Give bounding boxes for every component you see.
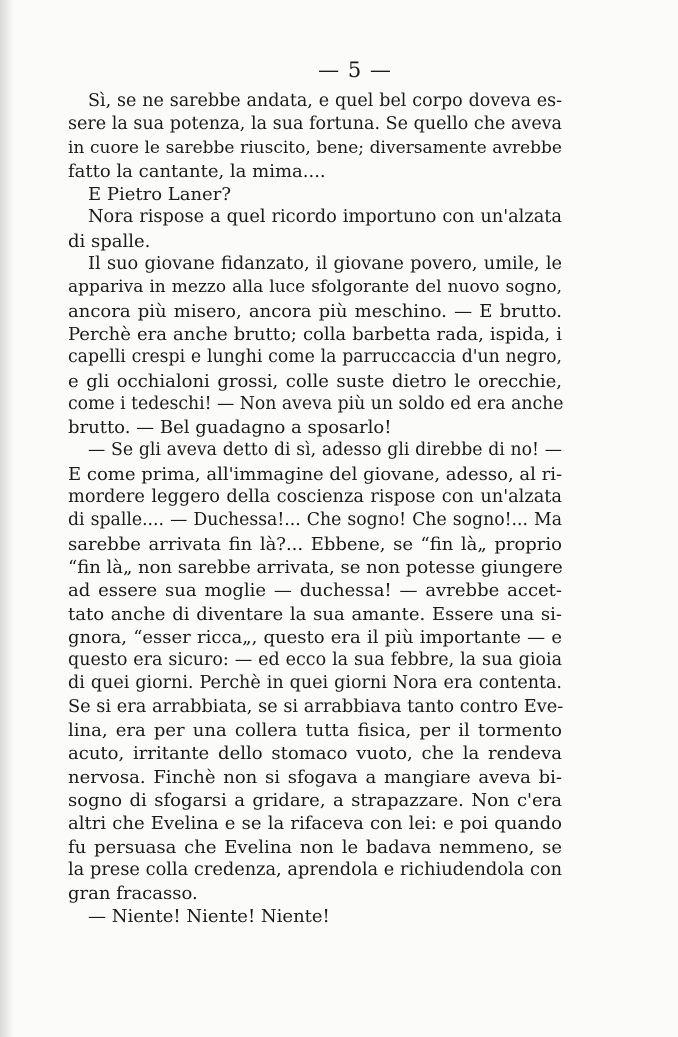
text-line: fu persuasa che Evelina non le badava nemmeno, se xyxy=(68,836,562,858)
text-line: ancora più misero, ancora più meschino. — E brutto. xyxy=(68,300,562,322)
text-line: Sì, se ne sarebbe andata, e quel bel corpo doveva es- xyxy=(88,91,562,111)
text-line: di spalle. xyxy=(68,230,151,252)
text-line: capelli crespi e lunghi come la parruccaccia d'un negro, xyxy=(68,347,562,368)
text-line: come i tedeschi! — Non aveva più un soldo ed era anche xyxy=(68,393,564,414)
text-line: gnora, “esser ricca„, questo era il più importante — e xyxy=(68,626,562,648)
text-line: sarebbe arrivata fin là?... Ebbene, se “fin là„ proprio xyxy=(68,533,562,555)
text-line: questo era sicuro: — ed ecco la sua febbre, la sua gioia xyxy=(68,650,562,671)
text-line: nervosa. Finchè non si sfogava a mangiare aveva bi- xyxy=(68,766,562,788)
text-line: Se si era arrabbiata, se si arrabbiava tanto contro Eve- xyxy=(68,696,564,717)
text-line: fatto la cantante, la mima.... xyxy=(68,160,326,182)
text-line: appariva in mezzo alla luce sfolgorante del nuovo sogno, xyxy=(68,277,562,298)
text-line: tato anche di diventare la sua amante. Essere una si- xyxy=(68,603,562,625)
text-line: sogno di sfogarsi a gridare, a strapazzare. Non c'era xyxy=(68,789,562,811)
text-line: Il suo giovane fidanzato, il giovane povero, umile, le xyxy=(88,254,562,275)
text-line: di spalle.... — Duchessa!... Che sogno! Che sogno!... Ma xyxy=(68,510,562,531)
text-line: acuto, irritante dello stomaco vuoto, che la rendeva xyxy=(68,743,562,765)
text-line: ad essere sua moglie — duchessa! — avrebbe accet- xyxy=(68,580,562,602)
text-line: gran fracasso. xyxy=(68,883,198,905)
text-line: di quei giorni. Perchè in quei giorni Nora era contenta. xyxy=(68,673,562,694)
text-line: in cuore le sarebbe riuscito, bene; diversamente avrebbe xyxy=(68,137,562,158)
body-text xyxy=(68,90,562,929)
text-line: mordere leggero della coscienza rispose con un'alzata xyxy=(68,487,562,508)
text-line: altri che Evelina e se la rifaceva con lei: e poi quando xyxy=(68,813,562,835)
text-line: la prese colla credenza, aprendola e richiudendola con xyxy=(68,859,562,880)
text-line: E come prima, all'immagine del giovane, adesso, al ri- xyxy=(68,463,563,485)
text-line: sere la sua potenza, la sua fortuna. Se quello che aveva xyxy=(68,114,562,135)
text-line: — Se gli aveva detto di sì, adesso gli direbbe di no! — xyxy=(88,440,562,461)
text-line: “fin là„ non sarebbe arrivata, se non potesse giungere xyxy=(68,556,563,578)
text-line: Nora rispose a quel ricordo importuno con un'alzata xyxy=(88,207,562,228)
text-line: lina, era per una collera tutta fisica, per il tormento xyxy=(68,720,562,742)
text-line: E Pietro Laner? xyxy=(88,184,231,206)
text-line: Perchè era anche brutto; colla barbetta rada, ispida, i xyxy=(68,323,562,345)
page-number: — 5 — xyxy=(318,58,392,82)
text-line: brutto. — Bel guadagno a sposarlo! xyxy=(68,417,392,439)
text-line: — Niente! Niente! Niente! xyxy=(88,906,330,928)
text-line: e gli occhialoni grossi, colle suste dietro le orecchie, xyxy=(68,370,562,392)
